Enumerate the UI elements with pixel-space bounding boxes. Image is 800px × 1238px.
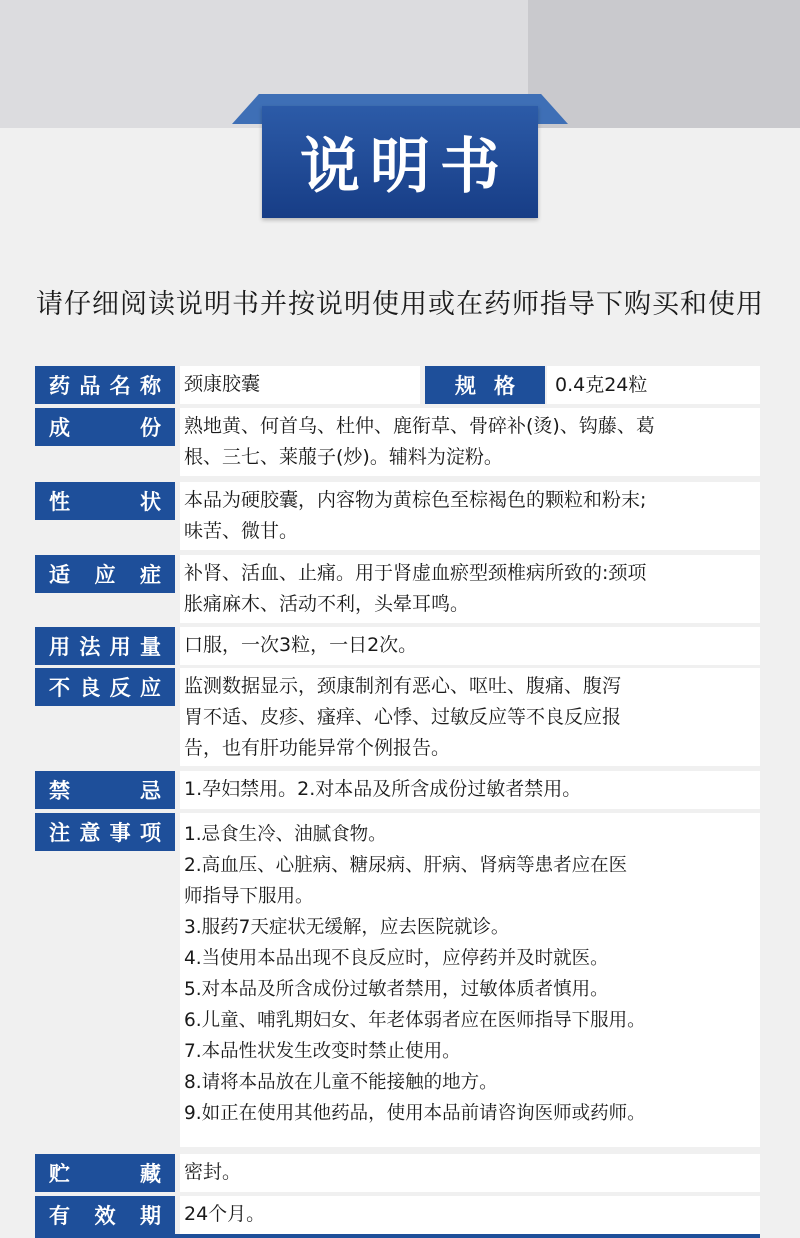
value-validity: 24个月。 <box>180 1196 760 1234</box>
row-storage <box>35 1154 760 1192</box>
row-validity <box>35 1196 760 1234</box>
row-contraindications <box>35 771 760 809</box>
label-validity: 有 效 期 <box>35 1196 175 1234</box>
label-indications: 适 应 症 <box>35 555 175 593</box>
page-title: 说明书 <box>300 132 510 202</box>
label-ingredients: 成 份 <box>35 408 175 446</box>
bottom-strip <box>35 1234 760 1238</box>
label-contraindications: 禁 忌 <box>35 771 175 809</box>
label-precautions: 注 意 事 项 <box>35 813 175 851</box>
precaution-item: 8.请将本品放在儿童不能接触的地方。 <box>184 1072 498 1093</box>
value-adverse-reactions: 监测数据显示，颈康制剂有恶心、呕吐、腹痛、腹泻 胃不适、皮疹、瘙痒、心悸、过敏反应等不良反应报 告，也有肝功能异常个例报告。 <box>180 668 760 766</box>
label-drug-name: 药 品 名 称 <box>35 366 175 404</box>
row-properties <box>35 482 760 550</box>
precaution-item: 2.高血压、心脏病、糖尿病、肝病、肾病等患者应在医 <box>184 855 628 876</box>
row-drug-name <box>35 366 760 404</box>
precaution-item: 4.当使用本品出现不良反应时，应停药并及时就医。 <box>184 948 609 969</box>
row-adverse-reactions <box>35 668 760 766</box>
label-properties: 性 状 <box>35 482 175 520</box>
precaution-item: 3.服药7天症状无缓解，应去医院就诊。 <box>184 917 510 938</box>
reading-notice: 请仔细阅读说明书并按说明使用或在药师指导下购买和使用 <box>36 289 764 320</box>
label-spec: 规格 <box>425 366 545 404</box>
title-banner <box>232 94 568 224</box>
precaution-item: 6.儿童、哺乳期妇女、年老体弱者应在医师指导下服用。 <box>184 1010 646 1031</box>
row-precautions <box>35 813 760 1147</box>
value-precautions <box>180 813 760 1147</box>
value-drug-name: 颈康胶囊 <box>180 366 420 404</box>
label-dosage: 用 法 用 量 <box>35 627 175 665</box>
value-dosage: 口服，一次3粒，一日2次。 <box>180 627 760 665</box>
value-properties: 本品为硬胶囊，内容物为黄棕色至棕褐色的颗粒和粉末; 味苦、微甘。 <box>180 482 760 550</box>
precaution-item: 师指导下服用。 <box>184 886 314 907</box>
value-contraindications: 1.孕妇禁用。2.对本品及所含成份过敏者禁用。 <box>180 771 760 809</box>
value-ingredients: 熟地黄、何首乌、杜仲、鹿衔草、骨碎补(烫)、钩藤、葛 根、三七、莱菔子(炒)。辅料为淀粉。 <box>180 408 760 476</box>
top-right-block <box>528 0 800 128</box>
precaution-item: 9.如正在使用其他药品，使用本品前请咨询医师或药师。 <box>184 1103 646 1124</box>
row-dosage <box>35 627 760 665</box>
label-storage: 贮 藏 <box>35 1154 175 1192</box>
precaution-item: 7.本品性状发生改变时禁止使用。 <box>184 1041 461 1062</box>
row-ingredients <box>35 408 760 476</box>
label-adverse-reactions: 不 良 反 应 <box>35 668 175 706</box>
value-indications: 补肾、活血、止痛。用于肾虚血瘀型颈椎病所致的:颈项 胀痛麻木、活动不利，头晕耳鸣。 <box>180 555 760 623</box>
precaution-item: 5.对本品及所含成份过敏者禁用，过敏体质者慎用。 <box>184 979 609 1000</box>
title-box <box>262 106 538 218</box>
row-indications <box>35 555 760 623</box>
value-storage: 密封。 <box>180 1154 760 1192</box>
precaution-item: 1.忌食生冷、油腻食物。 <box>184 824 387 845</box>
value-spec: 0.4克24粒 <box>547 366 760 404</box>
